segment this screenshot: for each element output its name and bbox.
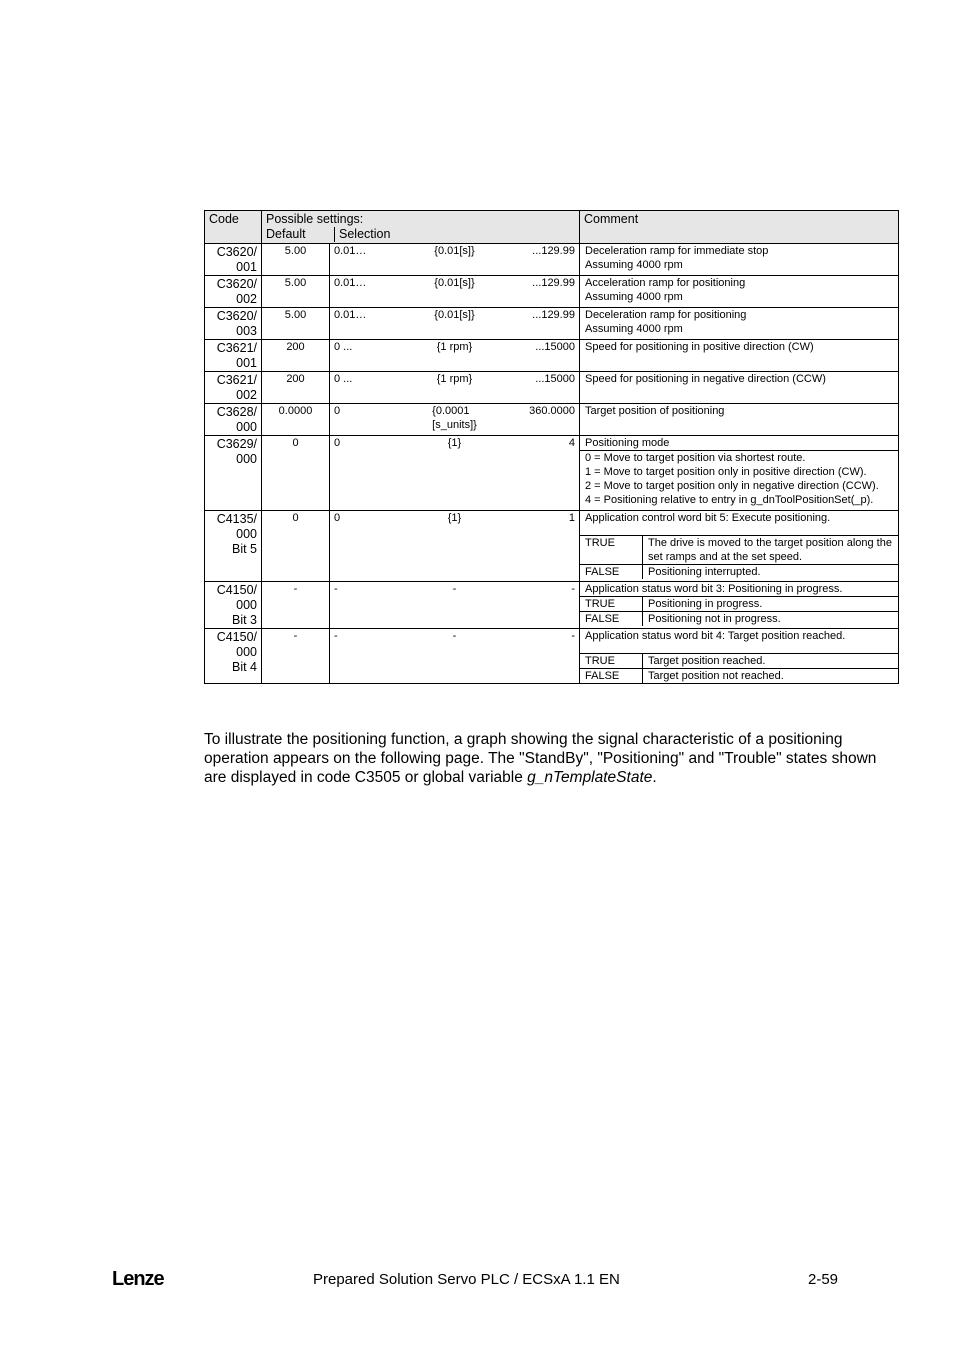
table-row: C4150/ 000 Bit 4 - - - - Application status word bit 4: Target position reached. TRUE Target position reached. FALSE Target position not reached. xyxy=(205,629,899,684)
table-row: C3620/ 002 5.00 0.01… {0.01[s]} ...129.99 Acceleration ramp for positioning Assuming 4000 rpm xyxy=(205,276,899,308)
table-row: C3628/ 000 0.0000 0 {0.0001 [s_units]} 360.0000 Target position of positioning xyxy=(205,404,899,436)
parameter-table xyxy=(204,210,899,684)
body-paragraph: To illustrate the positioning function, a graph showing the signal characteristic of a positioning operation appears on the following page. The "StandBy", "Positioning" and "Trouble" states shown are displayed in code C3505 or global variable g_nTemplateState. xyxy=(204,731,877,786)
table-header xyxy=(205,211,899,244)
header-comment: Comment xyxy=(580,211,899,244)
lenze-logo: Lenze xyxy=(112,1268,164,1290)
table-row: C3621/ 002 200 0 ... {1 rpm} ...15000 Speed for positioning in negative direction (CCW) xyxy=(205,372,899,404)
table-row: C3629/ 000 0 0 {1} 4 Positioning mode 0 = Move to target position via shortest route. 1 = Move to target position only in positive direction (CW). 2 = Move to target position only in negative direction (CCW). 4 = Positioning relative to entry in g_dnToolPositionSet(_p). xyxy=(205,436,899,511)
header-default: Default xyxy=(266,227,306,241)
table-row: C3620/ 001 5.00 0.01… {0.01[s]} ...129.99 Deceleration ramp for immediate stop Assuming 4000 rpm xyxy=(205,244,899,276)
header-possible-settings: Possible settings: Default Selection xyxy=(262,211,580,244)
page-number: 2-59 xyxy=(808,1271,839,1288)
variable-name: g_nTemplateState xyxy=(527,769,653,786)
table-row: C3621/ 001 200 0 ... {1 rpm} ...15000 Speed for positioning in positive direction (CW) xyxy=(205,340,899,372)
table-row: C4150/ 000 Bit 3 - - - - Application status word bit 3: Positioning in progress. TRUE Positioning in progress. FALSE Positioning not in progress. xyxy=(205,582,899,629)
footer-title: Prepared Solution Servo PLC / ECSxA 1.1 EN xyxy=(313,1271,620,1288)
table-row: C4135/ 000 Bit 5 0 0 {1} 1 Application control word bit 5: Execute positioning. TRUE The drive is moved to the target position along the set ramps and at the set speed. FALSE Positioning interrupted. xyxy=(205,511,899,582)
header-selection: Selection xyxy=(334,227,390,242)
header-code: Code xyxy=(205,211,262,244)
table-row: C3620/ 003 5.00 0.01… {0.01[s]} ...129.99 Deceleration ramp for positioning Assuming 4000 rpm xyxy=(205,308,899,340)
